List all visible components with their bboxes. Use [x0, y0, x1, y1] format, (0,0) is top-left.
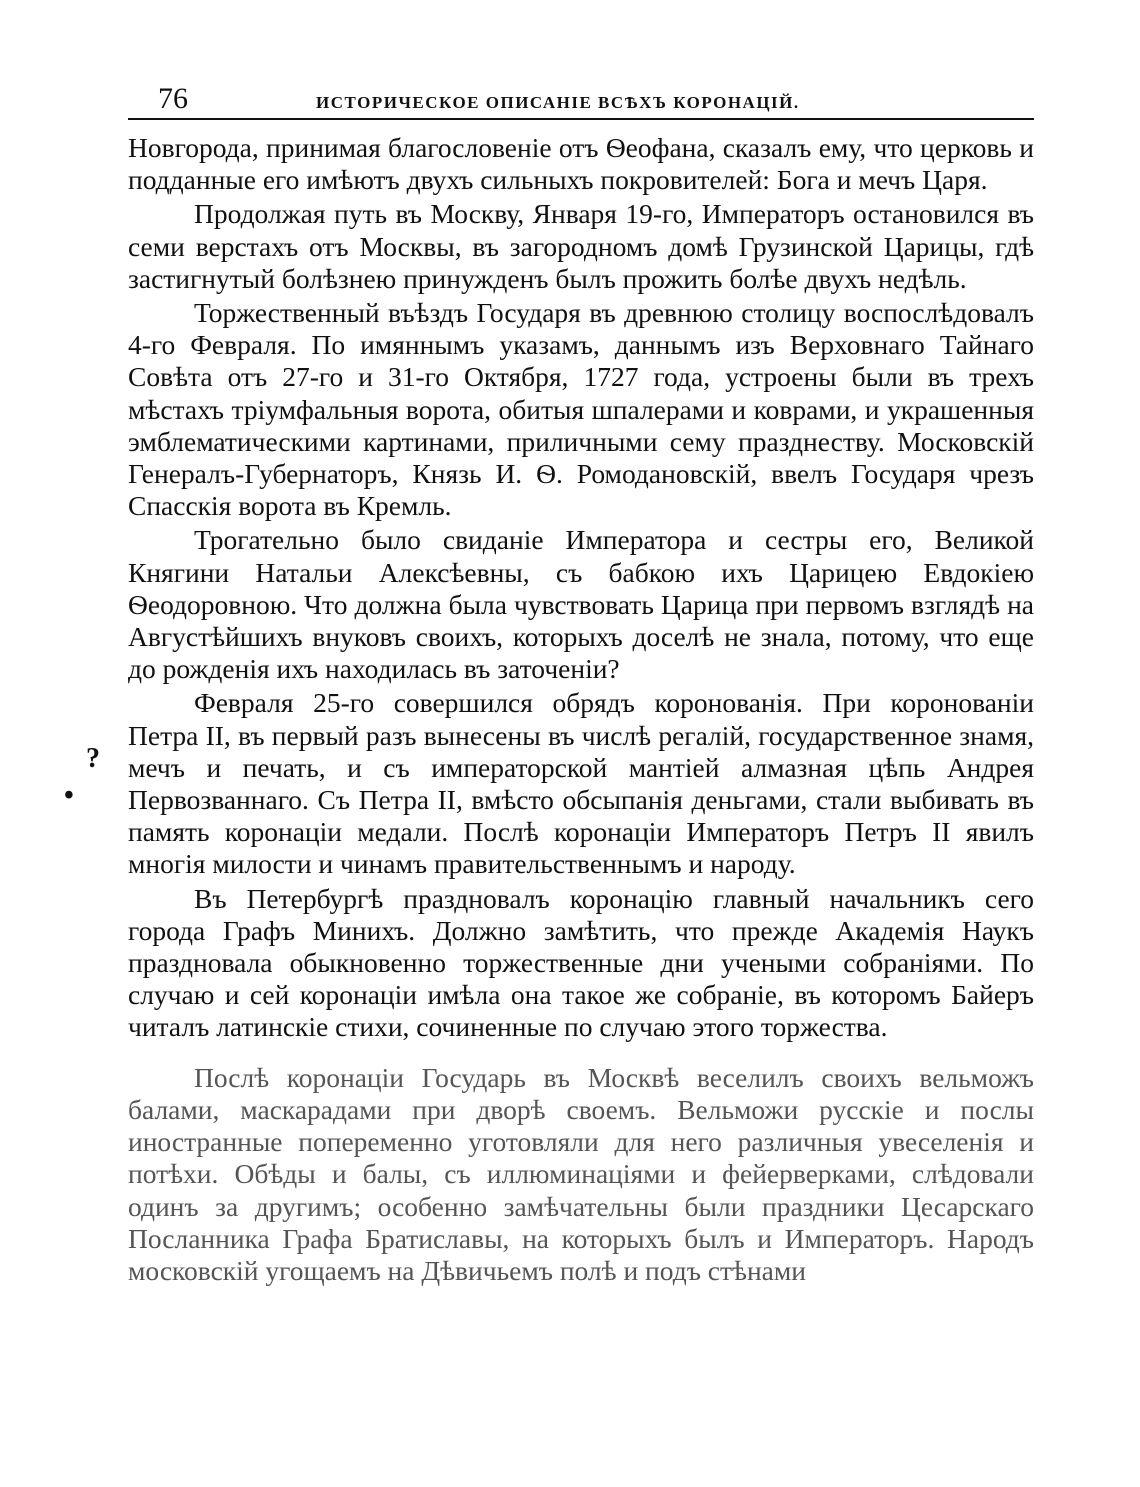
- paragraph-5: Февраля 25-го совершился обрядъ коронованія. При коронованіи Петра II, въ первый разъ вынесены въ числѣ регалій, государственное знамя, мечъ и печать, и съ императорской мантіей алмазная цѣпь Андрея Первозваннаго. Съ Петра II, вмѣсто обсыпанія деньгами, стали выбивать въ память коронаціи медали. Послѣ коронаціи Императоръ Петръ II явилъ многія милости и чинамъ правительственнымъ и народу.: [128, 687, 1034, 880]
- page-number: 76: [158, 82, 188, 115]
- running-title: ИСТОРИЧЕСКОЕ ОПИСАНІЕ ВСѢХЪ КОРОНАЦІЙ.: [316, 93, 800, 112]
- body-text: [128, 132, 1034, 1287]
- paragraph-2: Продолжая путь въ Москву, Января 19-го, Императоръ остановился въ семи верстахъ отъ Москвы, въ загородномъ домѣ Грузинской Царицы, гдѣ застигнутый болѣзнею принужденъ былъ прожить болѣе двухъ недѣль.: [128, 198, 1034, 294]
- paragraph-4: Трогательно было свиданіе Императора и сестры его, Великой Княгини Натальи Алексѣевны, съ бабкою ихъ Царицею Евдокіею Ѳеодоровною. Что должна была чувствовать Царица при первомъ взглядѣ на Августѣйшихъ внуковъ своихъ, которыхъ доселѣ не знала, потому, что еще до рожденія ихъ находилась въ заточеніи?: [128, 524, 1034, 685]
- margin-question-mark: ?: [86, 743, 100, 774]
- paragraph-6: Въ Петербургѣ праздновалъ коронацію главный начальникъ сего города Графъ Минихъ. Должно замѣтить, что прежде Академія Наукъ праздновала обыкновенно торжественные дни учеными собраніями. По случаю и сей коронаціи имѣла она такое же собраніе, въ которомъ Байеръ читалъ латинскіе стихи, сочиненные по случаю этого торжества.: [128, 882, 1034, 1043]
- paragraph-7: Послѣ коронаціи Государь въ Москвѣ веселилъ своихъ вельможъ балами, маскарадами при дворѣ своемъ. Вельможи русскіе и послы иностранные попеременно уготовляли для него различныя увеселенія и потѣхи. Обѣды и балы, съ иллюминаціями и фейерверками, слѣдовали одинъ за другимъ; особенно замѣчательны были праздники Цесарскаго Посланника Графа Братиславы, на которыхъ былъ и Императоръ. Народъ московскій угощаемъ на Дѣвичьемъ полѣ и подъ стѣнами: [128, 1061, 1034, 1286]
- page: [128, 80, 1034, 1289]
- running-header: [128, 80, 1034, 120]
- paragraph-3: Торжественный въѣздъ Государя въ древнюю столицу воспослѣдовалъ 4-го Февраля. По имяннымъ указамъ, даннымъ изъ Верховнаго Тайнаго Совѣта отъ 27-го и 31-го Октября, 1727 года, устроены были въ трехъ мѣстахъ тріумфальныя ворота, обитыя шпалерами и коврами, и украшенныя эмблематическими картинами, приличными сему празднеству. Московскій Генералъ-Губернаторъ, Князь И. Ѳ. Ромодановскій, ввелъ Государя чрезъ Спасскія ворота въ Кремль.: [128, 297, 1034, 522]
- paragraph-1: Новгорода, принимая благословеніе отъ Ѳеофана, сказалъ ему, что церковь и подданные его имѣютъ двухъ сильныхъ покровителей: Бога и мечъ Царя.: [128, 132, 1034, 196]
- margin-dot-mark: •: [64, 780, 74, 811]
